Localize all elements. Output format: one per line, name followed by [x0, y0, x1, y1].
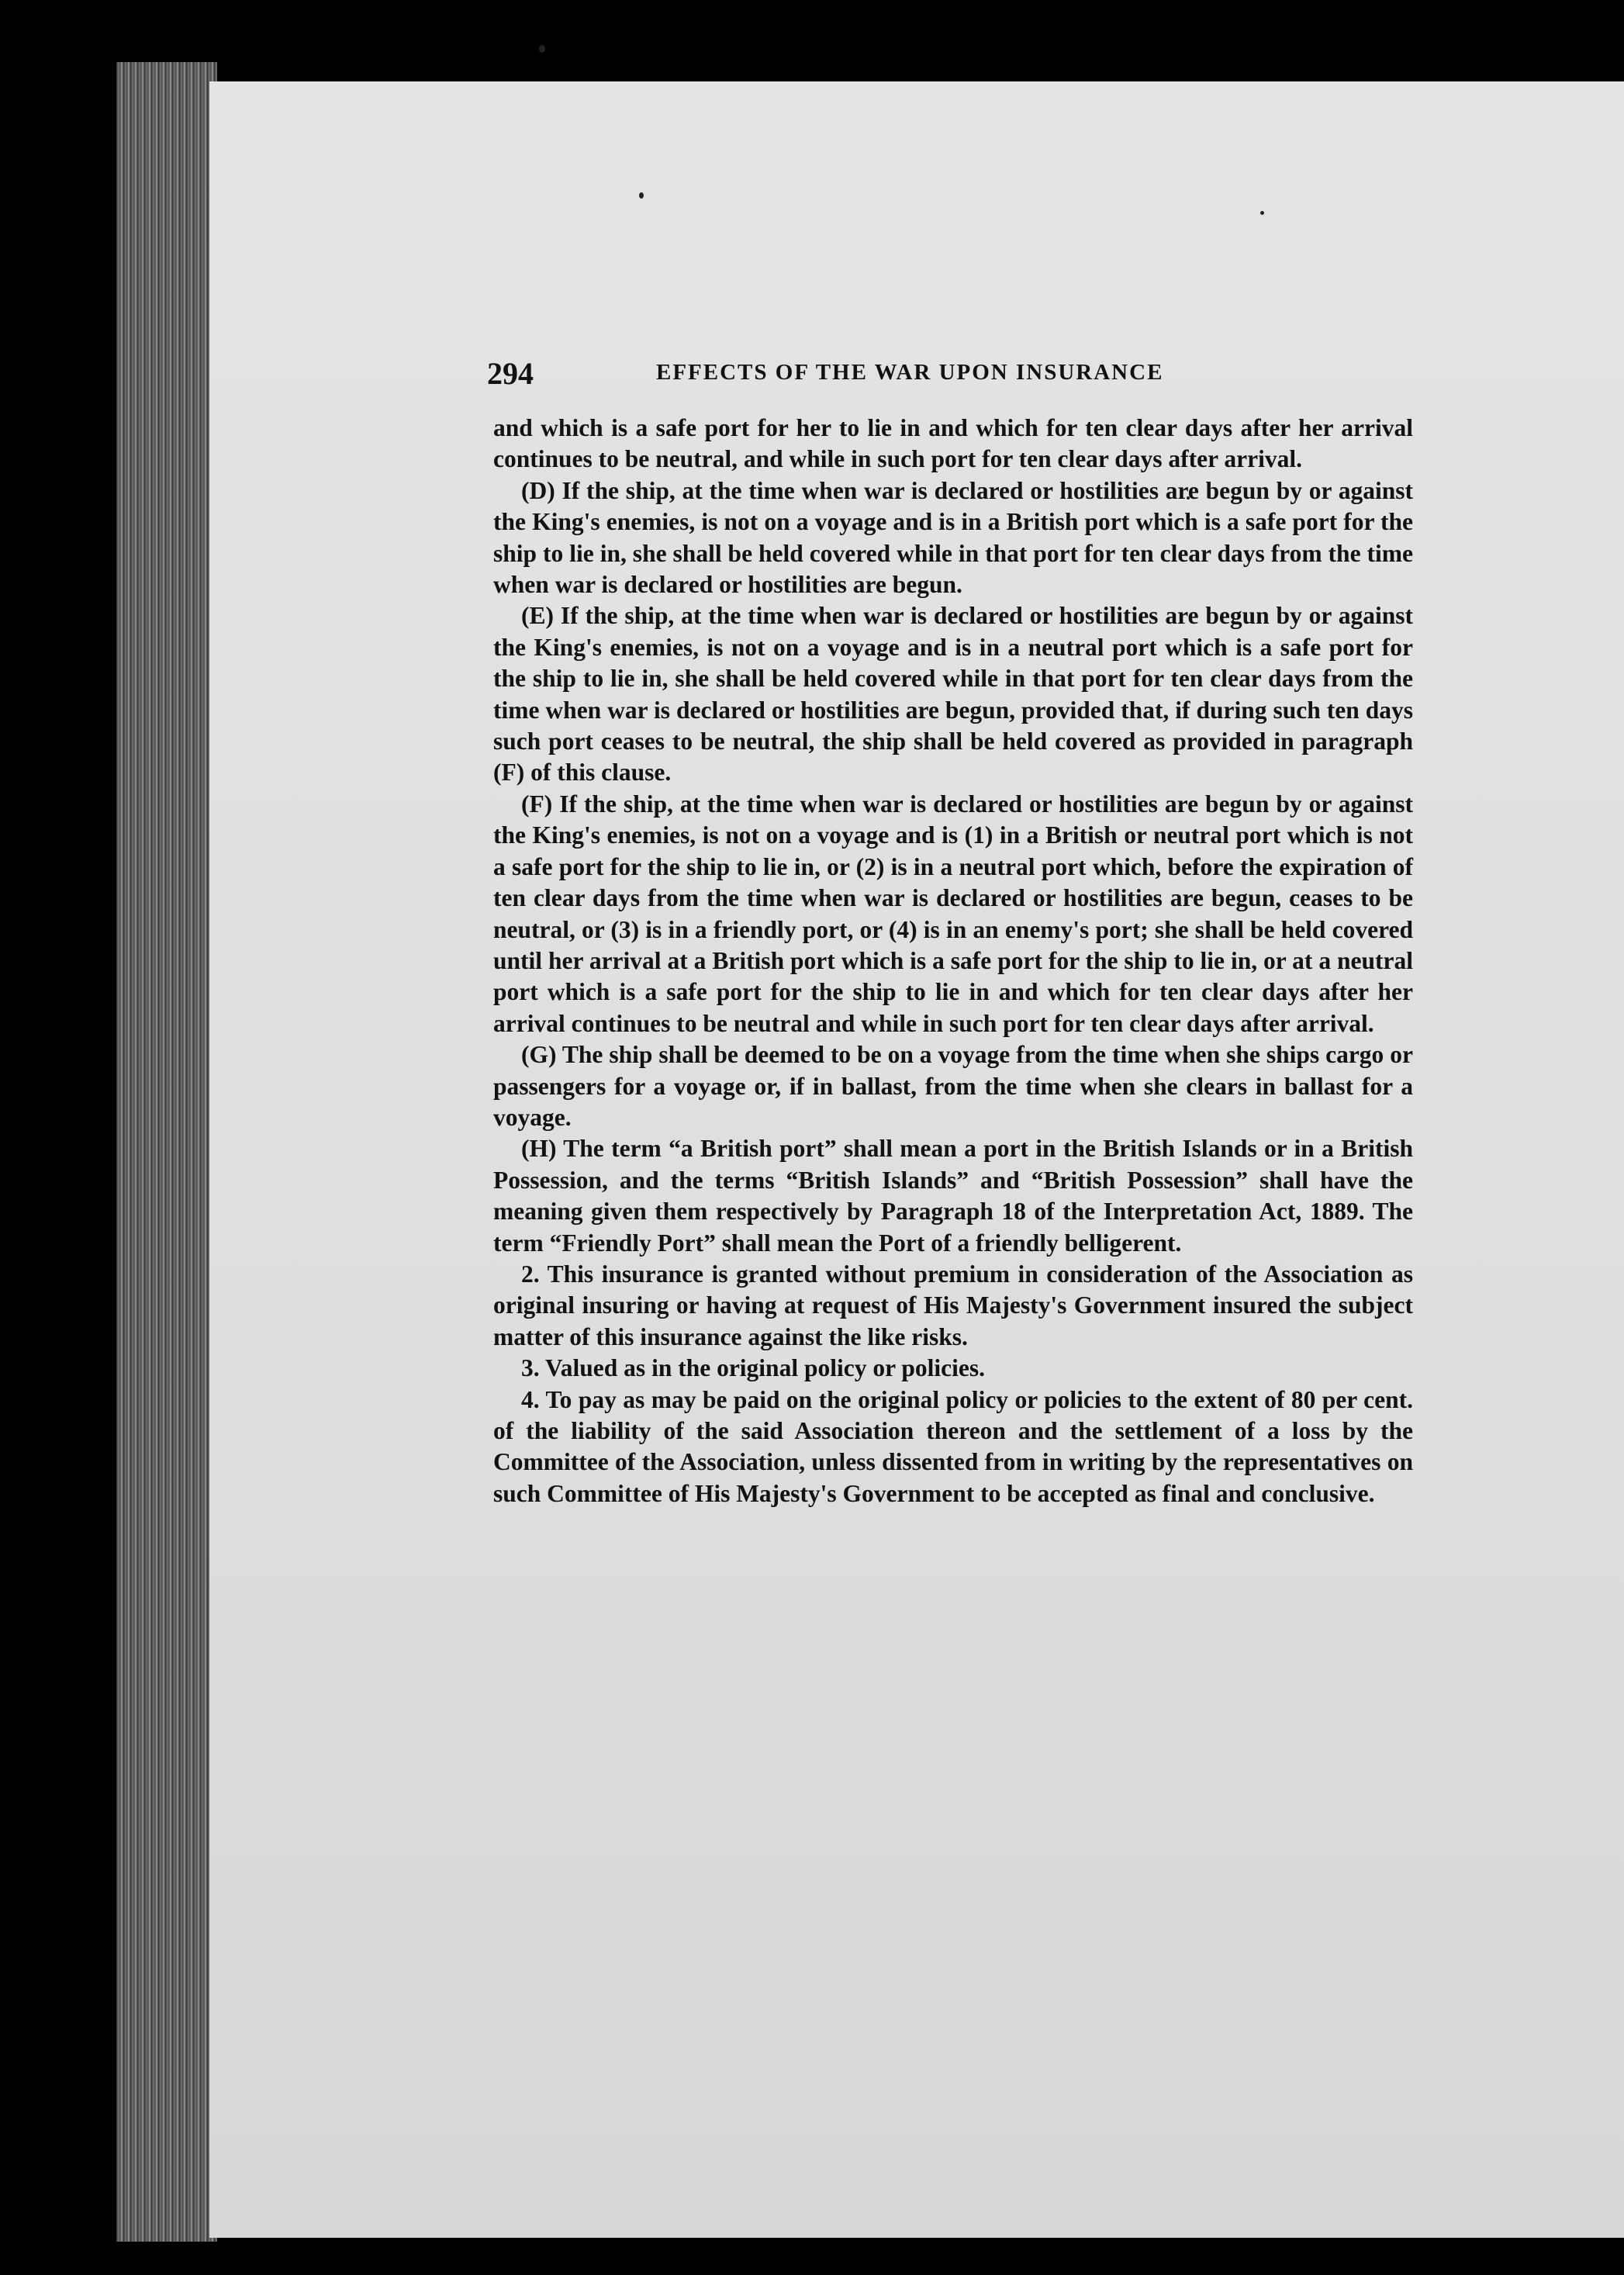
paragraph-clause-e: (E) If the ship, at the time when war is declared or hostilities are begun by or against the King's enemies, is not on a voyage and is in a neutral port which is a safe port for the ship to lie in, she shall be held covered while in that port for ten clear days from the time when war is declared or hostilities are begun, provided that, if during such ten days such port ceases to be neutral, the ship shall be held covered as provided in paragraph (F) of this clause.	[493, 602, 1413, 787]
dust-speck	[639, 192, 644, 199]
paragraph: and which is a safe port for her to lie in and which for ten clear days after her arrival continues to be neutral, and while in such port for ten clear days after arrival.	[493, 414, 1413, 473]
paragraph-clause-d: (D) If the ship, at the time when war is declared or hostilities are begun by or against the King's enemies, is not on a voyage and is in a British port which is a safe port for the ship to lie in, she shall be held covered while in that port for ten clear days from the time when war is declared or hostilities are begun.	[493, 476, 1413, 599]
paragraph-item-3: 3. Valued as in the original policy or policies.	[521, 1354, 985, 1382]
paragraph-clause-g: (G) The ship shall be deemed to be on a voyage from the time when she ships cargo or passengers for a voyage or, if in ballast, from the time when she clears in ballast for a voyage.	[493, 1041, 1413, 1131]
paragraph-item-2: 2. This insurance is granted without premium in consideration of the Association as original insuring or having at request of His Majesty's Government insured the subject matter of this insurance against the like risks.	[493, 1260, 1413, 1350]
paragraph-clause-h: (H) The term “a British port” shall mean a port in the British Islands or in a British Possession, and the terms “British Islands” and “British Possession” shall have the meaning given them respectively by Paragraph 18 of the Interpretation Act, 1889. The term “Friendly Port” shall mean the Port of a friendly belligerent.	[493, 1135, 1413, 1257]
page-header	[487, 355, 1433, 394]
body-text	[493, 413, 1413, 1509]
page-number: 294	[487, 356, 534, 391]
dust-speck	[1260, 211, 1264, 215]
paragraph-clause-f: (F) If the ship, at the time when war is declared or hostilities are begun by or against the King's enemies, is not on a voyage and is (1) in a British or neutral port which is not a safe port for the ship to lie in, or (2) is in a neutral port which, before the expiration of ten clear days from the time when war is declared or hostilities are begun, ceases to be neutral, or (3) is in a friendly port, or (4) is in an enemy's port; she shall be held covered until her arrival at a British port which is a safe port for the ship to lie in, or at a neutral port which is a safe port for the ship to lie in and which for ten clear days after her arrival continues to be neutral and while in such port for ten clear days after arrival.	[493, 790, 1413, 1037]
book-page-edges	[116, 62, 217, 2242]
dust-speck	[539, 45, 545, 53]
running-head: EFFECTS OF THE WAR UPON INSURANCE	[656, 360, 1164, 385]
paragraph-item-4: 4. To pay as may be paid on the original policy or policies to the extent of 80 per cent. of the liability of the said Association thereon and the settlement of a loss by the Committee of the Association, unless dissented from in writing by the representatives on such Committee of His Majesty's Government to be accepted as final and conclusive.	[493, 1385, 1413, 1507]
